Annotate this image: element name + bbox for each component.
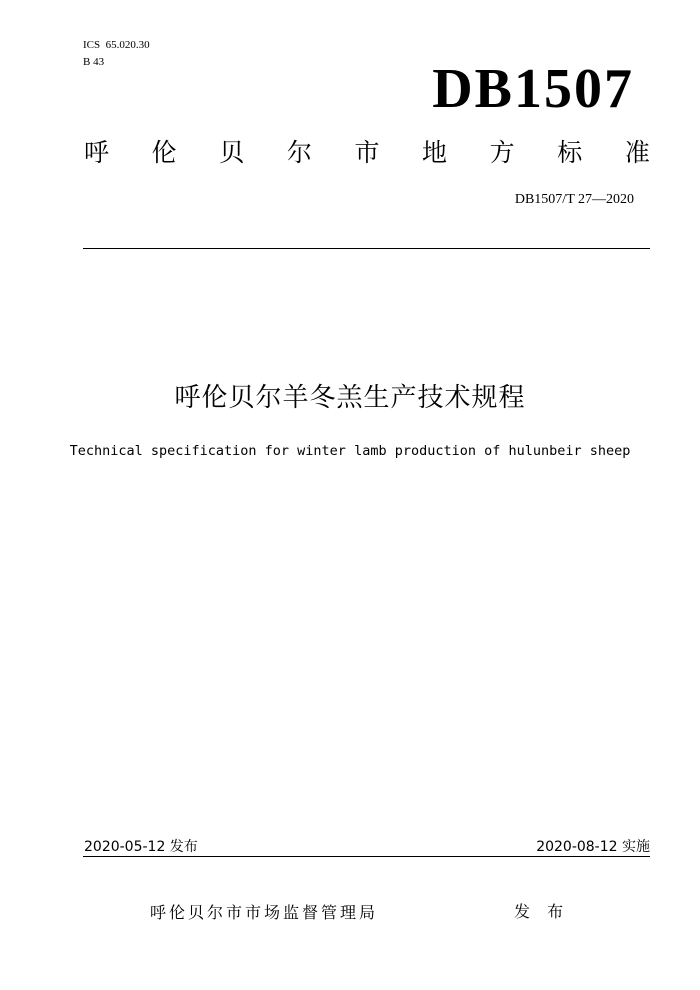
standard-type-char: 标 [557,138,583,167]
standard-type-char: 呼 [84,138,110,167]
standard-type-char: 贝 [219,138,245,167]
issue-date: 2020-05-12 发布 [84,839,198,855]
standard-type-char: 地 [422,138,448,167]
header-divider [83,248,650,249]
classification-codes [83,37,150,71]
standard-type-char: 市 [354,138,380,167]
standard-type-char: 尔 [286,138,312,167]
ics-code: ICS 65.020.30 [83,39,150,51]
standard-code-heading: DB1507 [432,58,634,120]
issuing-authority: 呼伦贝尔市市场监督管理局 [150,903,379,922]
standard-type-char: 伦 [151,138,177,167]
standard-type-heading [84,133,650,173]
standard-number: DB1507/T 27—2020 [514,192,634,207]
document-title-english: Technical specification for winter lamb production of hulunbeir sheep [69,443,631,459]
implementation-date: 2020-08-12 实施 [536,839,650,855]
publish-label: 发 布 [514,902,570,921]
standard-type-char: 准 [624,138,650,167]
document-title-chinese: 呼伦贝尔羊冬羔生产技术规程 [174,383,526,413]
ccs-code: B 43 [83,56,105,68]
standard-type-char: 方 [489,138,515,167]
footer-divider [83,856,650,857]
